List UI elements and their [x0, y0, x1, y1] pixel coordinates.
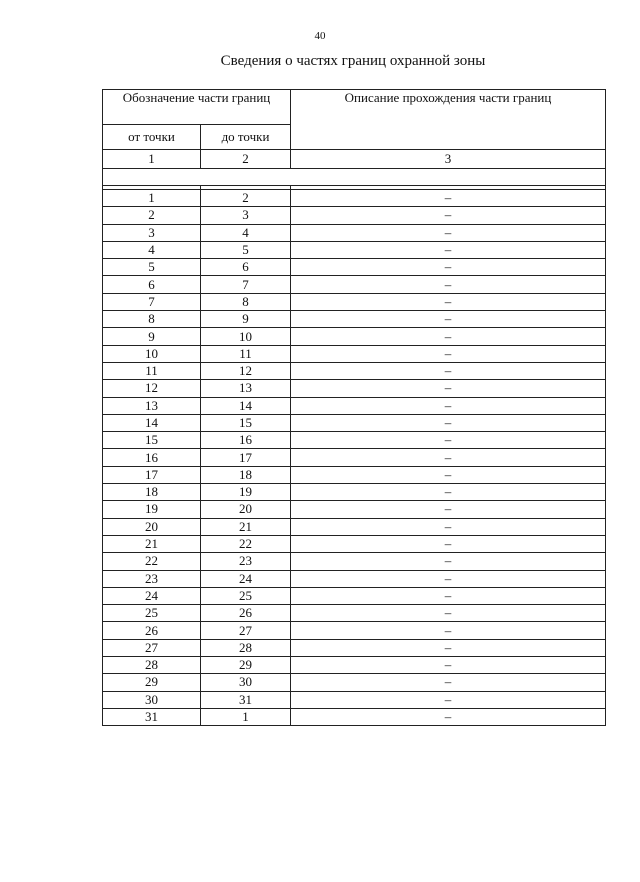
- column-number-2: 2: [201, 150, 291, 169]
- to-point-cell: 23: [201, 553, 291, 570]
- description-cell: –: [291, 518, 606, 535]
- description-cell: –: [291, 708, 606, 725]
- table-row: [103, 553, 606, 570]
- to-point-header: до точки: [201, 125, 291, 150]
- to-point-cell: 18: [201, 466, 291, 483]
- table-row: [103, 622, 606, 639]
- from-point-cell: 31: [103, 708, 201, 725]
- from-point-cell: 12: [103, 380, 201, 397]
- to-point-cell: 6: [201, 259, 291, 276]
- table-row: [103, 535, 606, 552]
- to-point-cell: 12: [201, 362, 291, 379]
- table-row: [103, 518, 606, 535]
- description-cell: –: [291, 553, 606, 570]
- table-row: [103, 484, 606, 501]
- to-point-cell: 3: [201, 207, 291, 224]
- description-cell: –: [291, 362, 606, 379]
- table-row: [103, 276, 606, 293]
- to-point-cell: 4: [201, 224, 291, 241]
- header-row-group: [103, 90, 606, 125]
- table-row: [103, 432, 606, 449]
- table-row: [103, 293, 606, 310]
- from-point-cell: 28: [103, 657, 201, 674]
- table-row: [103, 570, 606, 587]
- description-cell: –: [291, 605, 606, 622]
- table-row: [103, 605, 606, 622]
- from-point-cell: 24: [103, 587, 201, 604]
- from-point-cell: 17: [103, 466, 201, 483]
- to-point-cell: 11: [201, 345, 291, 362]
- document-title: Сведения о частях границ охранной зоны: [220, 53, 486, 69]
- from-point-cell: 25: [103, 605, 201, 622]
- from-point-header: от точки: [103, 125, 201, 150]
- to-point-cell: 26: [201, 605, 291, 622]
- table-row: [103, 224, 606, 241]
- description-cell: –: [291, 380, 606, 397]
- table-row: [103, 691, 606, 708]
- description-cell: –: [291, 570, 606, 587]
- table-row: [103, 414, 606, 431]
- from-point-cell: 23: [103, 570, 201, 587]
- description-cell: –: [291, 587, 606, 604]
- table-row: [103, 311, 606, 328]
- table-row: [103, 190, 606, 207]
- to-point-cell: 13: [201, 380, 291, 397]
- table-row: [103, 259, 606, 276]
- description-cell: –: [291, 639, 606, 656]
- to-point-cell: 2: [201, 190, 291, 207]
- from-point-cell: 13: [103, 397, 201, 414]
- table-row: [103, 639, 606, 656]
- description-cell: –: [291, 311, 606, 328]
- description-cell: –: [291, 276, 606, 293]
- to-point-cell: 15: [201, 414, 291, 431]
- from-point-cell: 14: [103, 414, 201, 431]
- to-point-cell: 1: [201, 708, 291, 725]
- description-cell: –: [291, 449, 606, 466]
- from-point-cell: 16: [103, 449, 201, 466]
- table-row: [103, 380, 606, 397]
- to-point-cell: 28: [201, 639, 291, 656]
- table-row: [103, 708, 606, 725]
- from-point-cell: 5: [103, 259, 201, 276]
- table-row: [103, 587, 606, 604]
- description-cell: –: [291, 293, 606, 310]
- table-row: [103, 345, 606, 362]
- column-number-3: 3: [291, 150, 606, 169]
- description-cell: –: [291, 414, 606, 431]
- to-point-cell: 9: [201, 311, 291, 328]
- description-cell: –: [291, 397, 606, 414]
- table-row: [103, 657, 606, 674]
- description-cell: –: [291, 535, 606, 552]
- to-point-cell: 20: [201, 501, 291, 518]
- from-point-cell: 29: [103, 674, 201, 691]
- description-cell: –: [291, 432, 606, 449]
- from-point-cell: 27: [103, 639, 201, 656]
- description-cell: –: [291, 207, 606, 224]
- from-point-cell: 30: [103, 691, 201, 708]
- from-point-cell: 22: [103, 553, 201, 570]
- to-point-cell: 17: [201, 449, 291, 466]
- from-point-cell: 26: [103, 622, 201, 639]
- to-point-cell: 24: [201, 570, 291, 587]
- table-row: [103, 241, 606, 258]
- from-point-cell: 3: [103, 224, 201, 241]
- from-point-cell: 20: [103, 518, 201, 535]
- to-point-cell: 7: [201, 276, 291, 293]
- to-point-cell: 21: [201, 518, 291, 535]
- from-point-cell: 19: [103, 501, 201, 518]
- to-point-cell: 27: [201, 622, 291, 639]
- description-cell: –: [291, 622, 606, 639]
- to-point-cell: 29: [201, 657, 291, 674]
- table-row: [103, 501, 606, 518]
- from-point-cell: 11: [103, 362, 201, 379]
- from-point-cell: 2: [103, 207, 201, 224]
- description-cell: –: [291, 674, 606, 691]
- column-number-row: [103, 150, 606, 169]
- to-point-cell: 10: [201, 328, 291, 345]
- description-cell: –: [291, 484, 606, 501]
- from-point-cell: 10: [103, 345, 201, 362]
- to-point-cell: 19: [201, 484, 291, 501]
- description-cell: –: [291, 241, 606, 258]
- table-row: [103, 674, 606, 691]
- from-point-cell: 1: [103, 190, 201, 207]
- from-point-cell: 8: [103, 311, 201, 328]
- to-point-cell: 30: [201, 674, 291, 691]
- from-point-cell: 4: [103, 241, 201, 258]
- to-point-cell: 16: [201, 432, 291, 449]
- description-cell: –: [291, 657, 606, 674]
- description-cell: –: [291, 328, 606, 345]
- description-cell: –: [291, 259, 606, 276]
- column-number-1: 1: [103, 150, 201, 169]
- from-point-cell: 15: [103, 432, 201, 449]
- boundary-description-header: Описание прохождения части границ: [291, 90, 606, 150]
- from-point-cell: 18: [103, 484, 201, 501]
- description-cell: –: [291, 691, 606, 708]
- from-point-cell: 9: [103, 328, 201, 345]
- table-row: [103, 328, 606, 345]
- to-point-cell: 31: [201, 691, 291, 708]
- boundary-parts-table: [102, 89, 606, 726]
- table-row: [103, 362, 606, 379]
- to-point-cell: 8: [201, 293, 291, 310]
- to-point-cell: 22: [201, 535, 291, 552]
- description-cell: –: [291, 466, 606, 483]
- to-point-cell: 25: [201, 587, 291, 604]
- page-number: 40: [314, 30, 326, 42]
- to-point-cell: 14: [201, 397, 291, 414]
- description-cell: –: [291, 345, 606, 362]
- empty-section-row: [103, 169, 606, 186]
- description-cell: –: [291, 501, 606, 518]
- description-cell: –: [291, 224, 606, 241]
- description-cell: –: [291, 190, 606, 207]
- table-row: [103, 397, 606, 414]
- from-point-cell: 7: [103, 293, 201, 310]
- from-point-cell: 21: [103, 535, 201, 552]
- boundary-part-designation-header: Обозначение части границ: [103, 90, 291, 125]
- table-row: [103, 449, 606, 466]
- table-row: [103, 207, 606, 224]
- table-row: [103, 466, 606, 483]
- empty-section-cell: [103, 169, 606, 186]
- from-point-cell: 6: [103, 276, 201, 293]
- to-point-cell: 5: [201, 241, 291, 258]
